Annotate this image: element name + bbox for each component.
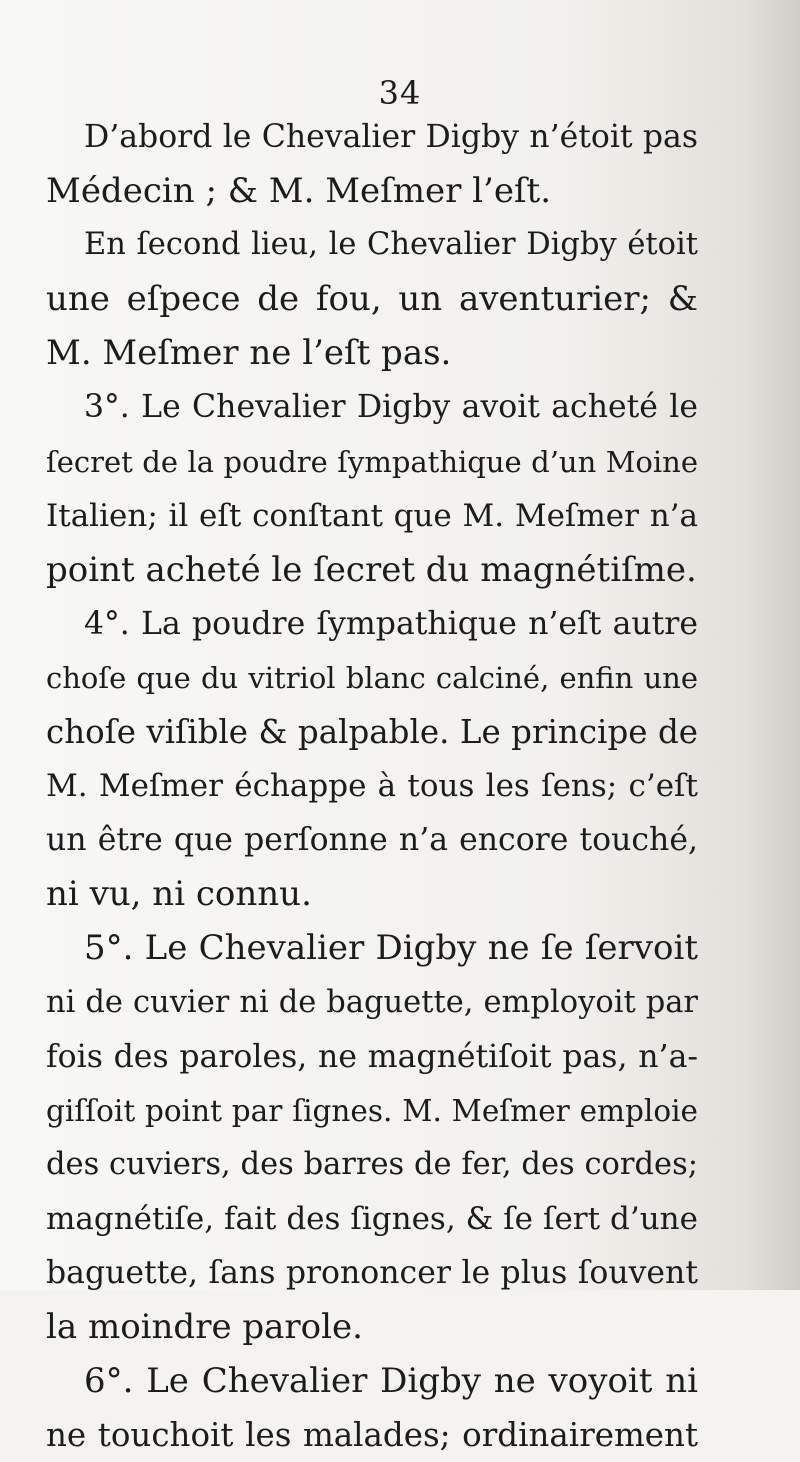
text-line: En ſecond lieu, le Chevalier Digby étoit bbox=[84, 227, 698, 263]
text-line: un être que perſonne n’a encore touché, bbox=[46, 822, 698, 859]
text-line: des cuviers, des barres de fer, des cordes; bbox=[46, 1146, 698, 1182]
text-line: choſe viſible & palpable. Le principe de bbox=[46, 713, 698, 752]
text-line: 5°. Le Chevalier Digby ne ſe ſervoit bbox=[84, 928, 698, 969]
text-line: baguette, ſans prononcer le plus ſouvent bbox=[46, 1254, 698, 1291]
text-line: D’abord le Chevalier Digby n’étoit pas bbox=[84, 119, 698, 155]
text-line: magnétiſe, fait des ſignes, & ſe ſert d’une bbox=[46, 1200, 698, 1237]
text-line: ni de cuvier ni de baguette, employoit par bbox=[46, 984, 698, 1020]
page-body-text bbox=[46, 110, 698, 1462]
text-line: M. Meſmer échappe à tous les ſens; c’eſt bbox=[46, 768, 698, 805]
text-line: la moindre parole. bbox=[46, 1307, 363, 1348]
text-line: choſe que du vitriol blanc calciné, enfin une bbox=[46, 660, 698, 695]
text-line: ni vu, ni connu. bbox=[46, 874, 312, 915]
text-line: giſſoit point par ſignes. M. Meſmer emploie bbox=[46, 1093, 698, 1128]
page-number: 34 bbox=[378, 74, 422, 112]
text-line: 3°. Le Chevalier Digby avoit acheté le bbox=[84, 389, 698, 426]
text-line: ſecret de la poudre ſympathique d’un Moine bbox=[46, 444, 698, 479]
text-line: ne touchoit les malades; ordinairement bbox=[46, 1416, 698, 1455]
text-line: une eſpece de fou, un aventurier; & bbox=[46, 279, 698, 320]
text-line: 4°. La poudre ſympathique n’eſt autre bbox=[84, 605, 698, 642]
text-line: point acheté le ſecret du magnétiſme. bbox=[46, 549, 697, 590]
text-line: Italien; il eſt conſtant que M. Meſmer n’a bbox=[46, 497, 698, 534]
text-line: Médecin ; & M. Meſmer l’eſt. bbox=[46, 171, 552, 212]
text-line: 6°. Le Chevalier Digby ne voyoit ni bbox=[84, 1361, 698, 1402]
text-line: fois des paroles, ne magnétiſoit pas, n’a- bbox=[46, 1038, 698, 1075]
text-line: M. Meſmer ne l’eſt pas. bbox=[46, 333, 452, 374]
